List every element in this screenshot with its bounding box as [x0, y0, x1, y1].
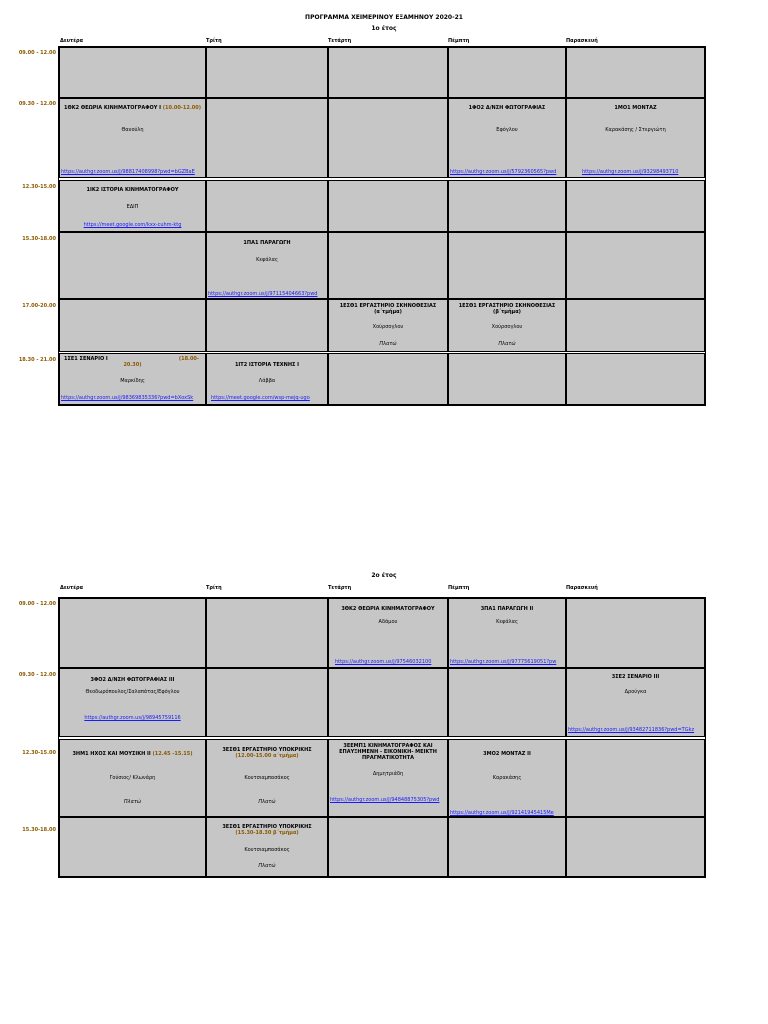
instructor-name: Χούρσογλου — [491, 324, 523, 330]
year-2-timetable — [58, 597, 706, 878]
course-title: 3ΣΕ2 ΣΕΝΑΡΙΟ ΙΙΙ — [611, 674, 660, 680]
course-link[interactable]: https://authgr.zoom.us/j/93298493710 — [582, 169, 679, 175]
empty-slot — [206, 98, 328, 178]
course-slot — [59, 353, 206, 405]
course-link[interactable]: https://authgr.zoom.us/j/94848875305?pwd — [330, 797, 440, 803]
empty-slot — [59, 232, 206, 299]
instructor-name: Καρακάσης / Στεργιώτη — [605, 127, 666, 133]
time-label: 12.30-15.00 — [22, 184, 56, 190]
empty-slot — [206, 47, 328, 98]
course-link[interactable]: https://authgr.zoom.us/j/97115404663?pwd — [208, 291, 318, 297]
course-slot — [206, 232, 328, 299]
course-slot — [59, 668, 206, 737]
course-link[interactable]: https://authgr.zoom.us/j/92141945415Me — [450, 810, 554, 816]
instructor-name: Θεοδωρόπουλος/Σαλαπάτας/Εφόγλου — [85, 689, 180, 695]
empty-slot — [448, 47, 566, 98]
day-header-friday: Παρασκευή — [566, 585, 598, 591]
empty-slot — [328, 47, 448, 98]
course-title: 3ΕΣΘ1 ΕΡΓΑΣΤΗΡΙΟ ΥΠΟΚΡΙΚΗΣ — [222, 824, 312, 830]
time-label: 09.30 - 12.00 — [18, 101, 56, 107]
instructor-name: Θανούλη — [121, 127, 144, 133]
course-slot — [59, 739, 206, 817]
instructor-name: Εφόγλου — [496, 127, 518, 133]
course-title: 3ΦΟ2 Δ/ΝΣΗ ΦΩΤΟΓΡΑΦΙΑΣ ΙΙΙ — [90, 677, 175, 683]
empty-slot — [59, 817, 206, 877]
course-slot — [328, 739, 448, 817]
course-slot — [206, 353, 328, 405]
day-header-tuesday: Τρίτη — [206, 38, 222, 44]
empty-slot — [566, 353, 705, 405]
course-time-note: (12.00-15.00 α΄τμήμα) — [235, 753, 299, 759]
course-title: 3ΘΚ2 ΘΕΩΡΙΑ ΚΙΝΗΜΑΤΟΓΡΑΦΟΥ — [341, 606, 435, 612]
course-title: 1ΣΕ1 ΣΕΝΑΡΙΟ Ι — [64, 356, 108, 362]
location-label: Πλατώ — [123, 799, 142, 805]
empty-slot — [206, 598, 328, 668]
time-label: 17.00-20.00 — [22, 303, 56, 309]
course-title: 1ΕΣΘ1 ΕΡΓΑΣΤΗΡΙΟ ΣΚΗΝΟΘΕΣΙΑΣ — [339, 303, 437, 309]
instructor-name: Καρακάσης — [492, 775, 522, 781]
course-title: 3ΕΣΘ1 ΕΡΓΑΣΤΗΡΙΟ ΥΠΟΚΡΙΚΗΣ — [222, 747, 312, 753]
page-title: ΠΡΟΓΡΑΜΜΑ ΧΕΙΜΕΡΙΝΟΥ ΕΞΑΜΗΝΟΥ 2020-21 — [305, 14, 463, 21]
empty-slot — [328, 180, 448, 232]
year-2-heading: 2ο έτος — [371, 572, 397, 579]
empty-slot — [448, 232, 566, 299]
course-slot — [448, 739, 566, 817]
course-slot — [328, 299, 448, 352]
empty-slot — [328, 817, 448, 877]
empty-slot — [566, 47, 705, 98]
course-link[interactable]: https://meet.google.com/kxx-cuhm-ktg — [83, 222, 182, 228]
instructor-name: Κουτσιαμπασάκος — [244, 775, 290, 781]
empty-slot — [59, 299, 206, 352]
empty-slot — [328, 353, 448, 405]
instructor-name: Μαρκίδης — [120, 378, 145, 384]
course-title: 3ΜΟ2 ΜΟΝΤΑΖ ΙΙ — [483, 751, 531, 757]
instructor-name: Δημητριάδη — [372, 771, 404, 777]
empty-slot — [566, 739, 705, 817]
instructor-name: Αδάμου — [378, 619, 398, 625]
day-header-thursday: Πέμπτη — [448, 38, 470, 44]
time-label: 15.30-18.00 — [22, 827, 56, 833]
empty-slot — [206, 668, 328, 737]
empty-slot — [206, 299, 328, 352]
empty-slot — [206, 180, 328, 232]
course-link[interactable]: https://meet.google.com/wsp-mejq-ugo — [211, 395, 310, 401]
day-header-monday: Δευτέρα — [60, 585, 84, 591]
course-title: 1ΠΑ1 ΠΑΡΑΓΩΓΗ — [243, 240, 291, 246]
course-title: 1ΜΟ1 ΜΟΝΤΑΖ — [614, 105, 657, 111]
empty-slot — [328, 98, 448, 178]
instructor-name: Χούρσογλου — [372, 324, 404, 330]
course-slot — [206, 817, 328, 877]
course-title: 1ΙΤ2 ΙΣΤΟΡΙΑ ΤΕΧΝΗΣ Ι — [234, 362, 300, 368]
course-link[interactable]: https://authgr.zoom.us/j/98369835336?pwd=bXoxSk — [61, 395, 194, 401]
empty-slot — [566, 598, 705, 668]
course-slot — [566, 98, 705, 178]
day-header-friday: Παρασκευή — [566, 38, 598, 44]
course-link[interactable]: https://authgr.zoom.us/j/5792360565?pwd — [450, 169, 557, 175]
course-title: 3ΗΜ1 ΗΧΟΣ ΚΑΙ ΜΟΥΣΙΚΗ ΙΙ (12.45 -15.15) — [72, 751, 193, 757]
course-link[interactable]: https://authgr.zoom.us/j/98817408998?pwd=bGZBaE — [61, 169, 195, 175]
empty-slot — [59, 47, 206, 98]
day-header-thursday: Πέμπτη — [448, 585, 470, 591]
course-slot — [328, 598, 448, 668]
course-title: 1ΕΣΘ1 ΕΡΓΑΣΤΗΡΙΟ ΣΚΗΝΟΘΕΣΙΑΣ — [458, 303, 556, 309]
course-section: (β΄τμήμα) — [493, 309, 521, 315]
instructor-name: Γούσιος/ Κλωνάρη — [109, 775, 156, 781]
course-title: 3ΕΕΜΠ1 ΚΙΝΗΜΑΤΟΓΡΑΦΟΣ ΚΑΙ — [343, 743, 433, 749]
instructor-name: Λάββα — [258, 378, 276, 384]
course-title: 1ΙΚ2 ΙΣΤΟΡΙΑ ΚΙΝΗΜΑΤΟΓΡΑΦΟΥ — [86, 187, 179, 193]
time-label: 18.30 - 21.00 — [18, 357, 56, 363]
course-link[interactable]: https://authgr.zoom.us/j/98945759116 — [84, 715, 181, 721]
course-time-note: 20.30) — [123, 362, 142, 368]
empty-slot — [448, 668, 566, 737]
location-label: Πλατώ — [258, 799, 276, 805]
course-time-note: (18.00- — [178, 356, 199, 362]
time-label: 09.30 - 12.00 — [18, 672, 56, 678]
instructor-name: Κεφάλας — [496, 619, 518, 625]
empty-slot — [566, 817, 705, 877]
day-header-monday: Δευτέρα — [60, 38, 84, 44]
course-slot — [566, 668, 705, 737]
instructor-name: ΕΔΙΠ — [126, 204, 139, 210]
empty-slot — [328, 668, 448, 737]
course-slot — [59, 98, 206, 178]
instructor-name: Κουτσιαμπασάκος — [244, 847, 290, 853]
day-header-tuesday: Τρίτη — [206, 585, 222, 591]
course-title-line-3: ΠΡΑΓΜΑΤΙΚΟΤΗΤΑ — [361, 755, 415, 761]
course-link[interactable]: https://authgr.zoom.us/j/97775619051?pw — [450, 659, 557, 665]
time-label: 12.30-15.00 — [22, 750, 56, 756]
day-header-wednesday: Τετάρτη — [328, 38, 352, 44]
empty-slot — [566, 180, 705, 232]
course-title: 3ΠΑ1 ΠΑΡΑΓΩΓΗ ΙΙ — [480, 606, 534, 612]
time-label: 15.30-18.00 — [22, 236, 56, 242]
location-label: Πλατώ — [379, 341, 397, 347]
empty-slot — [566, 299, 705, 352]
course-link[interactable]: https://authgr.zoom.us/j/97546032100 — [335, 659, 432, 665]
time-label: 09.00 - 12.00 — [18, 50, 56, 56]
instructor-name: Κεφάλας — [256, 257, 278, 263]
empty-slot — [566, 232, 705, 299]
course-slot — [448, 299, 566, 352]
empty-slot — [448, 817, 566, 877]
course-section: (α΄τμήμα) — [374, 309, 402, 315]
empty-slot — [448, 180, 566, 232]
location-label: Πλατώ — [258, 863, 276, 869]
location-label: Πλατώ — [498, 341, 516, 347]
instructor-name: Δρούγκα — [624, 689, 647, 695]
course-slot — [206, 739, 328, 817]
empty-slot — [448, 353, 566, 405]
empty-slot — [328, 232, 448, 299]
course-title: 1ΘΚ2 ΘΕΩΡΙΑ ΚΙΝΗΜΑΤΟΓΡΑΦΟΥ Ι (10.00-12.00) — [64, 105, 201, 111]
course-title: 1ΦΟ2 Δ/ΝΣΗ ΦΩΤΟΓΡΑΦΙΑΣ — [468, 105, 546, 111]
day-header-wednesday: Τετάρτη — [328, 585, 352, 591]
course-link[interactable]: https://authgr.zoom.us/j/93482711836?pwd=TGkz — [568, 727, 695, 733]
year-1-timetable — [58, 46, 706, 406]
empty-slot — [59, 598, 206, 668]
course-slot — [448, 598, 566, 668]
year-1-heading: 1ο έτος — [371, 25, 397, 32]
course-time-note: (15.30-18.30 β΄τμήμα) — [235, 830, 299, 836]
time-label: 09.00 - 12.00 — [18, 601, 56, 607]
course-title-line-2: ΕΠΑΥΞΗΜΕΝΗ - ΕΙΚΟΝΙΚΗ- ΜΕΙΚΤΗ — [339, 749, 437, 755]
course-slot — [59, 180, 206, 232]
course-slot — [448, 98, 566, 178]
